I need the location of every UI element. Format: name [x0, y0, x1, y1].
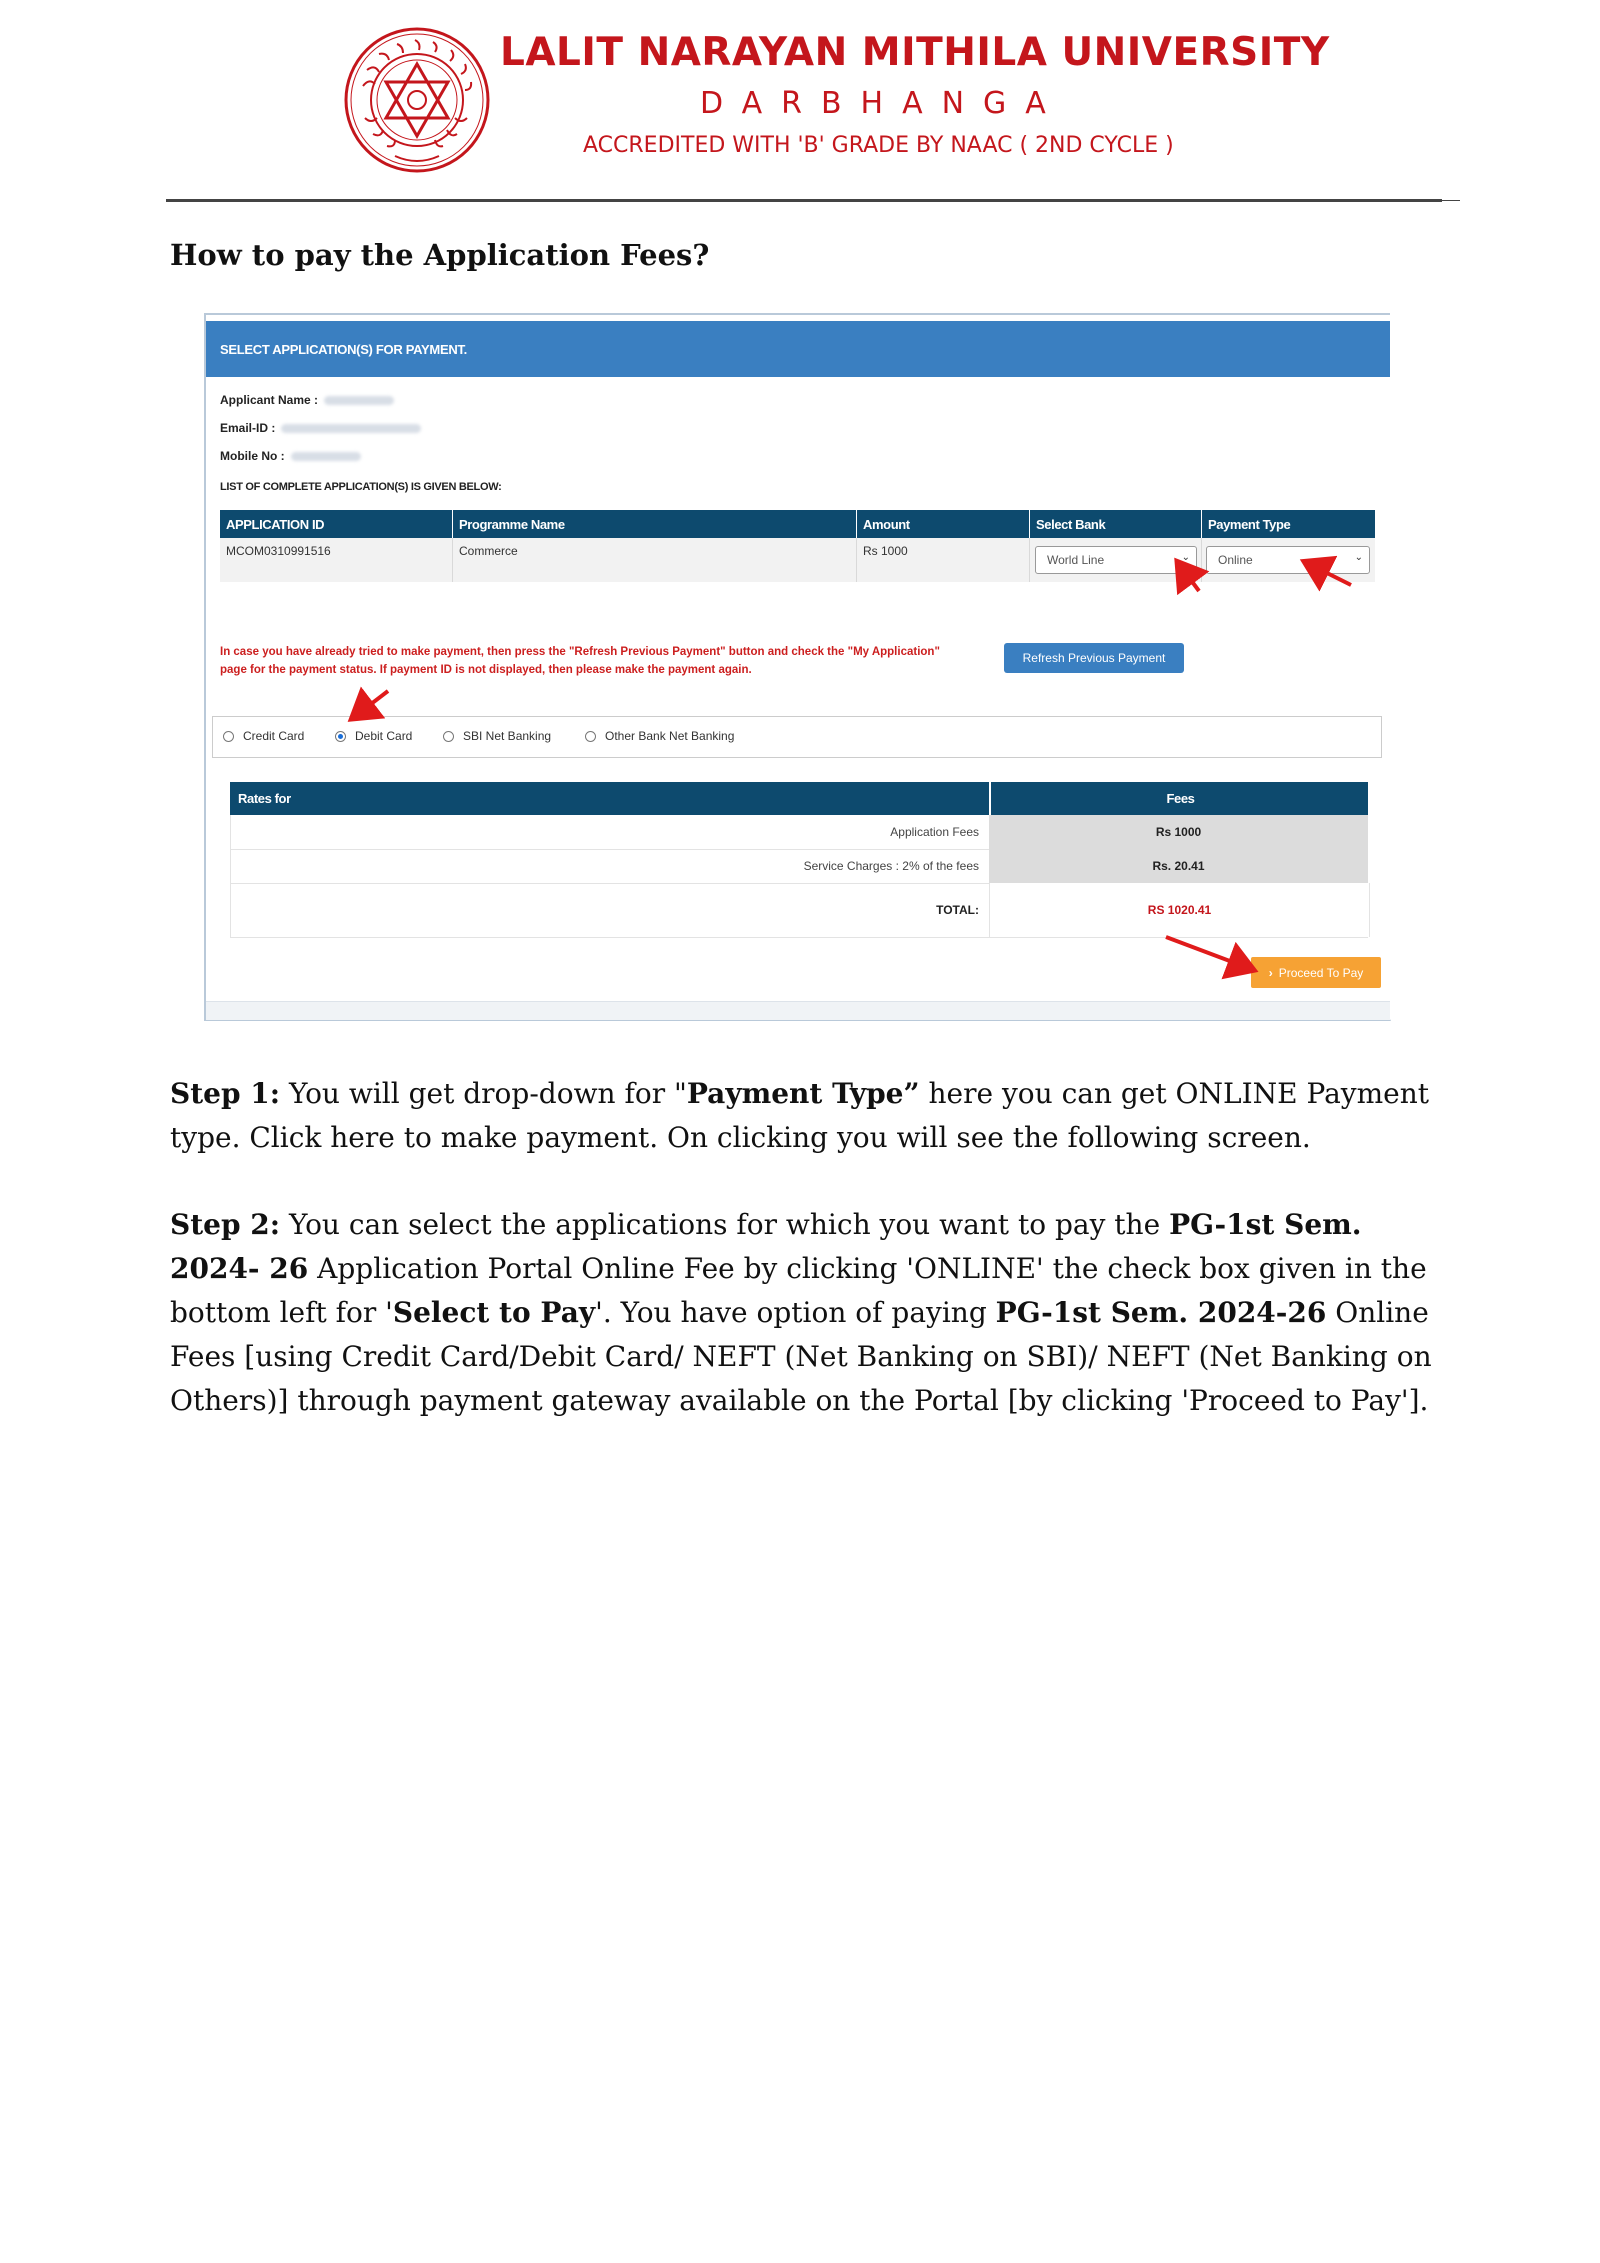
- step-1-label: Step 1:: [170, 1077, 281, 1110]
- accreditation-line: ACCREDITED WITH 'B' GRADE BY NAAC ( 2ND CYCLE ): [583, 133, 1174, 158]
- option-label: SBI Net Banking: [463, 729, 552, 743]
- step-2-bold-a: PG-1st Sem. 2024- 26: [170, 1208, 1362, 1285]
- column-header-rates: Rates for: [238, 791, 291, 806]
- applicant-name-label: Applicant Name :: [220, 393, 319, 407]
- mobile-label: Mobile No :: [220, 449, 285, 463]
- university-seal-icon: [343, 26, 491, 174]
- header-divider: [166, 199, 1442, 202]
- payment-type-value: Online: [1218, 553, 1253, 567]
- arrow-to-select-bank-icon: [1179, 564, 1199, 591]
- step-2-text-b: Application Portal Online Fee by clicking 'ONLINE' the check box given in the bottom left for ': [170, 1252, 1427, 1329]
- arrow-to-payment-type-icon: [1307, 563, 1351, 585]
- payment-screenshot: [204, 313, 1391, 1021]
- option-label: Other Bank Net Banking: [605, 729, 735, 743]
- select-bank-value: World Line: [1047, 553, 1105, 567]
- column-header-fees: Fees: [989, 782, 1370, 815]
- step-2-text-d: Online Fees [using Credit Card/Debit Card/ NEFT (Net Banking on SBI)/ NEFT (Net Banking on Others)] through payment gateway available on the Portal [by clicking 'Proceed to Pay'].: [170, 1296, 1432, 1417]
- screenshot-header: SELECT APPLICATION(S) FOR PAYMENT.: [206, 321, 1390, 377]
- option-label: Debit Card: [355, 729, 413, 743]
- step-2-bold-b: Select to Pay: [392, 1296, 596, 1329]
- fee-label: Service Charges : 2% of the fees: [230, 849, 987, 883]
- chevron-right-icon: ›: [1268, 965, 1273, 980]
- step-2-paragraph: [170, 1203, 1450, 1423]
- university-name: LALIT NARAYAN MITHILA UNIVERSITY: [500, 30, 1330, 75]
- applications-list-caption: LIST OF COMPLETE APPLICATION(S) IS GIVEN BELOW:: [220, 481, 502, 493]
- arrow-to-debit-card-icon: [354, 691, 388, 717]
- chevron-down-icon: ⌄: [1354, 552, 1363, 563]
- step-1-text-b: here you can get ONLINE Payment type. Click here to make payment. On clicking you will see the following screen.: [170, 1077, 1429, 1154]
- amount-cell: Rs 1000: [856, 538, 1029, 582]
- fee-label: Application Fees: [230, 815, 987, 849]
- annotation-arrows: [206, 313, 1390, 1019]
- programme-cell: Commerce: [452, 538, 856, 582]
- step-2-label: Step 2:: [170, 1208, 281, 1241]
- column-header-programme: Programme Name: [452, 510, 856, 538]
- arrow-to-proceed-button-icon: [1166, 937, 1251, 969]
- refresh-previous-payment-button[interactable]: Refresh Previous Payment: [1004, 643, 1184, 673]
- header-divider-tail: [1440, 200, 1460, 201]
- total-label: TOTAL:: [230, 883, 987, 937]
- fee-value: Rs 1000: [989, 815, 1368, 849]
- column-header-select-bank: Select Bank: [1029, 510, 1201, 538]
- column-header-payment-type: Payment Type: [1201, 510, 1375, 538]
- chevron-down-icon: ⌄: [1181, 552, 1190, 563]
- proceed-button-label: Proceed To Pay: [1278, 965, 1364, 980]
- payment-warning-text: In case you have already tried to make payment, then press the "Refresh Previous Payment" button and check the "My Application" page for the payment status. If payment ID is not displayed, then please make the payment again.: [220, 646, 940, 676]
- total-value: RS 1020.41: [989, 883, 1370, 937]
- application-id-cell: MCOM0310991516: [226, 544, 331, 558]
- column-header-application-id: APPLICATION ID: [226, 516, 325, 532]
- step-1-text-a: You will get drop-down for ": [280, 1077, 687, 1110]
- fee-value: Rs. 20.41: [989, 849, 1368, 883]
- step-2-bold-c: PG-1st Sem. 2024-26: [995, 1296, 1327, 1329]
- page-title: How to pay the Application Fees?: [170, 238, 710, 272]
- option-label: Credit Card: [243, 729, 305, 743]
- step-1-bold-a: Payment Type”: [686, 1077, 920, 1110]
- university-city: DARBHANGA: [700, 86, 1065, 121]
- email-label: Email-ID :: [220, 421, 276, 435]
- column-header-amount: Amount: [856, 510, 1029, 538]
- step-2-text-c: '. You have option of paying: [595, 1296, 996, 1329]
- step-1-paragraph: [170, 1072, 1450, 1160]
- step-2-text-a: You can select the applications for which you want to pay the: [280, 1208, 1170, 1241]
